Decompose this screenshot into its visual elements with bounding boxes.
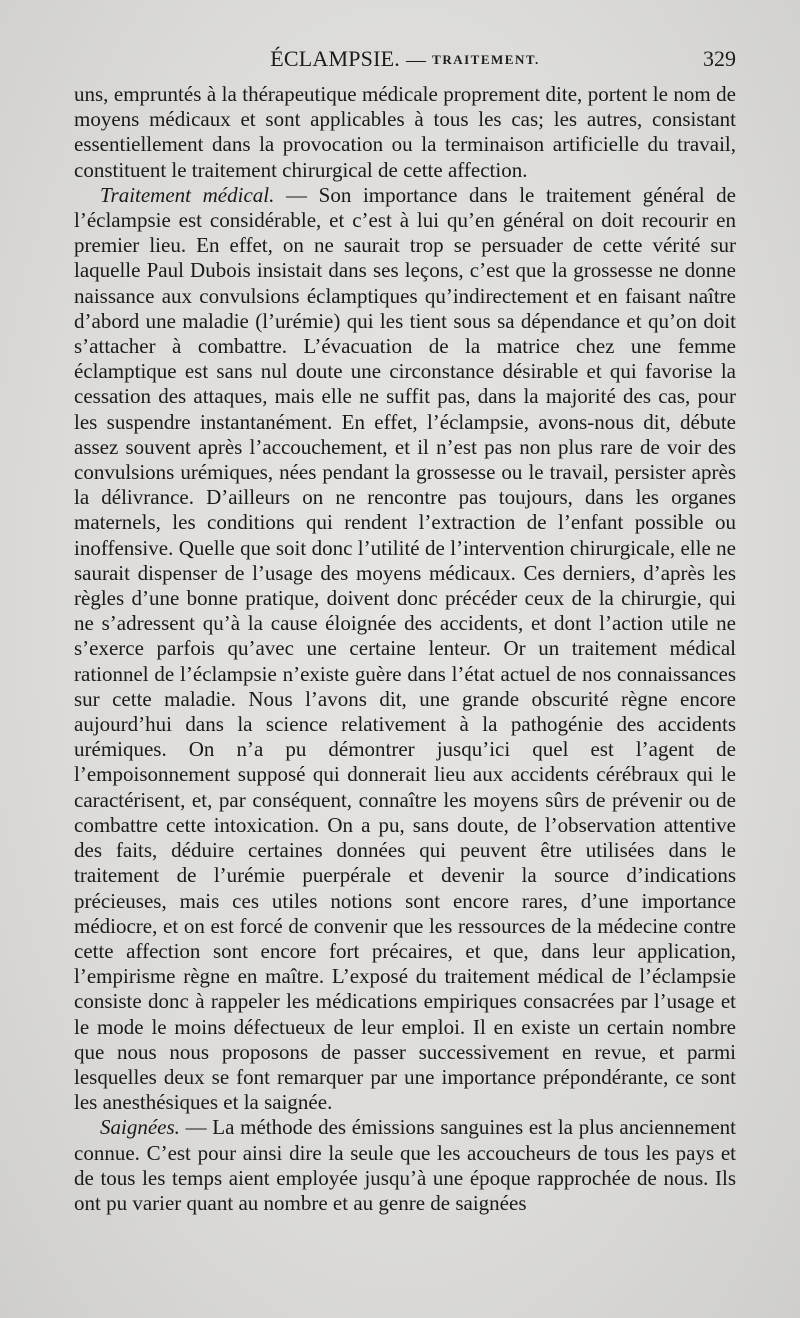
title-separator: — — [405, 49, 427, 71]
section-heading: Saignées. — [100, 1115, 180, 1140]
paragraph-traitement-medical — [74, 183, 736, 1116]
paragraph-text: uns, empruntés à la thérapeutique médicale proprement dite, portent le nom de moyens médicaux et sont applicables à tous les cas; les autres, consistant essentiellement dans la provocation ou la terminaison artificielle du travail, constituent le traitement chirurgical de cette affection. — [74, 82, 736, 182]
paragraph-saignees — [74, 1115, 736, 1216]
section-subtitle: TRAITEMENT. — [432, 52, 540, 67]
body-text — [74, 82, 736, 1216]
paragraph-continuation — [74, 82, 736, 183]
page-number: 329 — [703, 46, 736, 71]
paragraph-text: — Son importance dans le traitement général de l’éclampsie est considérable, et c’est à lui qu’en général on doit recourir en premier lieu. En effet, on ne saurait trop se persuader de cette vérité sur laquelle Paul Dubois insistait dans ses leçons, c’est que la grossesse ne donne naissance aux convulsions éclamptiques qu’indirectement et en faisant naître d’abord une maladie (l’urémie) qui les tient sous sa dépendance et qu’on doit s’attacher à combattre. L’évacuation de la matrice chez une femme éclamptique est sans nul doute une circonstance désirable et qui favorise la cessation des attaques, mais elle ne suffit pas, dans la majorité des cas, pour les suspendre instantanément. En effet, l’éclampsie, avons-nous dit, débute assez souvent après l’accouchement, et il n’est pas non plus rare de voir des convulsions urémiques, nées pendant la grossesse ou le travail, persister après la délivrance. D’ailleurs on ne rencontre pas toujours, dans les organes maternels, les conditions qui rendent l’extraction de l’enfant possible ou inoffensive. Quelle que soit donc l’utilité de l’intervention chirurgicale, elle ne saurait dispenser de l’usage des moyens médicaux. Ces derniers, d’après les règles d’une bonne pratique, doivent donc précéder ceux de la chirurgie, qui ne s’adressent qu’à la cause éloignée des accidents, et dont l’action utile ne s’exerce parfois qu’avec une certaine lenteur. Or un traitement médical rationnel de l’éclampsie n’existe guère dans l’état actuel de nos connaissances sur cette maladie. Nous l’avons dit, une grande obscurité règne encore aujourd’hui dans la science relativement à la pathogénie des accidents urémiques. On n’a pu démontrer jusqu’ici quel est l’agent de l’empoisonnement supposé qui donnerait lieu aux accidents cérébraux qui le caractérisent, et, par conséquent, connaître les moyens sûrs de prévenir ou de combattre cette intoxication. On a pu, sans doute, de l’observation attentive des faits, déduire certaines données qui peuvent être utilisées dans le traitement de l’urémie puerpérale et devenir la source d’indications précieuses, mais ces utiles notions sont encore rares, d’une importance médiocre, et on est forcé de convenir que les ressources de la médecine contre cette affection sont encore fort précaires, et que, dans leur application, l’empirisme règne en maître. L’exposé du traitement médical de l’éclampsie consiste donc à rappeler les médications empiriques consacrées par l’usage et le mode le moins défectueux de leur emploi. Il en existe un certain nombre que nous nous proposons de passer successivement en revue, et parmi lesquelles deux se font remarquer par une importance prépondérante, ce sont les anesthésiques et la saignée. — [74, 182, 736, 1115]
running-title — [74, 46, 736, 72]
section-heading: Traitement médical. — [100, 182, 275, 207]
running-head — [74, 44, 736, 74]
chapter-title: ÉCLAMPSIE. — [270, 46, 400, 71]
paragraph-text: — La méthode des émissions sanguines est la plus anciennement connue. C’est pour ainsi dire la seule que les accoucheurs de tous les pays et de tous les temps aient employée jusqu’à une époque rapprochée de nous. Ils ont pu varier quant au nombre et au genre de saignées — [74, 1115, 736, 1215]
